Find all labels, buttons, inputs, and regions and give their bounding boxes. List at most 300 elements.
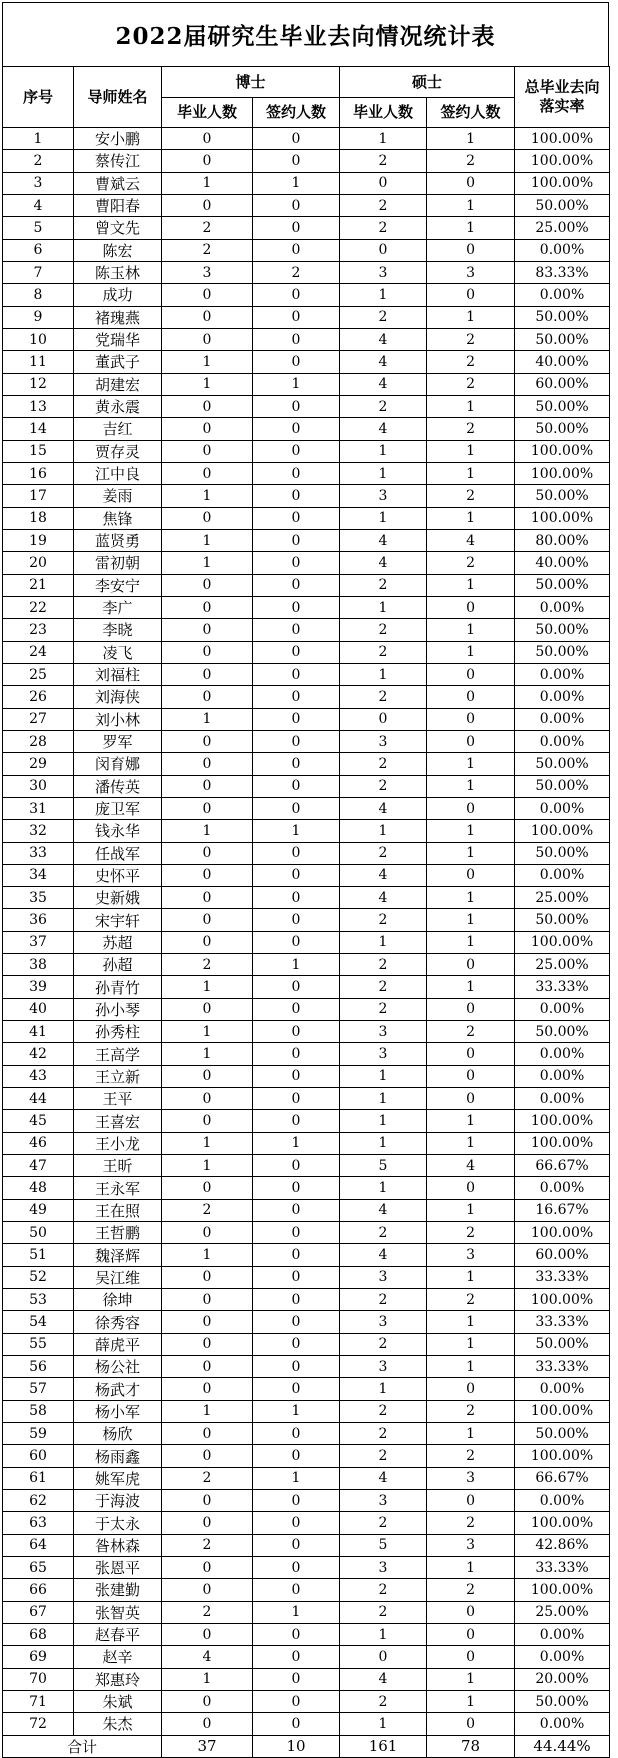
col-header-index: 序号 bbox=[3, 67, 74, 128]
cell-index: 42 bbox=[3, 1043, 74, 1065]
cell-rate: 50.00% bbox=[515, 574, 610, 596]
cell-advisor-name: 江中良 bbox=[74, 462, 162, 484]
cell-phd-signed: 0 bbox=[253, 1423, 340, 1445]
cell-ms-graduates: 3 bbox=[340, 485, 427, 507]
cell-rate: 25.00% bbox=[515, 1601, 610, 1623]
table-row bbox=[3, 1333, 610, 1355]
cell-index: 14 bbox=[3, 418, 74, 440]
cell-phd-graduates: 0 bbox=[162, 440, 253, 462]
cell-advisor-name: 苏超 bbox=[74, 931, 162, 953]
cell-rate: 33.33% bbox=[515, 976, 610, 998]
cell-rate: 100.00% bbox=[515, 1132, 610, 1154]
rate-header-line1: 总毕业去向 bbox=[524, 78, 600, 97]
cell-ms-graduates: 1 bbox=[340, 820, 427, 842]
cell-phd-signed: 0 bbox=[253, 596, 340, 618]
cell-advisor-name: 姚军虎 bbox=[74, 1467, 162, 1489]
cell-ms-graduates: 1 bbox=[340, 440, 427, 462]
cell-rate: 50.00% bbox=[515, 395, 610, 417]
cell-index: 47 bbox=[3, 1155, 74, 1177]
cell-advisor-name: 宋宇轩 bbox=[74, 909, 162, 931]
cell-ms-graduates: 1 bbox=[340, 1065, 427, 1087]
table-row bbox=[3, 1601, 610, 1623]
cell-index: 6 bbox=[3, 239, 74, 261]
cell-index: 67 bbox=[3, 1601, 74, 1623]
cell-phd-graduates: 0 bbox=[162, 1356, 253, 1378]
cell-phd-graduates: 1 bbox=[162, 485, 253, 507]
cell-index: 33 bbox=[3, 842, 74, 864]
cell-phd-graduates: 1 bbox=[162, 1043, 253, 1065]
cell-rate: 50.00% bbox=[515, 842, 610, 864]
table-row bbox=[3, 1311, 610, 1333]
cell-ms-graduates: 4 bbox=[340, 552, 427, 574]
cell-ms-graduates: 1 bbox=[340, 462, 427, 484]
cell-rate: 0.00% bbox=[515, 730, 610, 752]
cell-rate: 50.00% bbox=[515, 909, 610, 931]
cell-index: 17 bbox=[3, 485, 74, 507]
cell-ms-signed: 2 bbox=[427, 1400, 515, 1422]
cell-phd-graduates: 0 bbox=[162, 194, 253, 216]
cell-rate: 25.00% bbox=[515, 954, 610, 976]
cell-index: 49 bbox=[3, 1199, 74, 1221]
cell-advisor-name: 朱杰 bbox=[74, 1713, 162, 1735]
cell-phd-graduates: 3 bbox=[162, 261, 253, 283]
header-group-row bbox=[3, 67, 610, 98]
cell-rate: 50.00% bbox=[515, 775, 610, 797]
cell-rate: 100.00% bbox=[515, 1110, 610, 1132]
table-row bbox=[3, 775, 610, 797]
cell-phd-signed: 0 bbox=[253, 1557, 340, 1579]
cell-rate: 50.00% bbox=[515, 194, 610, 216]
cell-phd-graduates: 0 bbox=[162, 686, 253, 708]
cell-phd-signed: 0 bbox=[253, 462, 340, 484]
cell-ms-signed: 2 bbox=[427, 1445, 515, 1467]
table-row bbox=[3, 418, 610, 440]
cell-ms-graduates: 4 bbox=[340, 797, 427, 819]
cell-phd-signed: 0 bbox=[253, 998, 340, 1020]
cell-ms-signed: 0 bbox=[427, 797, 515, 819]
cell-ms-graduates: 1 bbox=[340, 1088, 427, 1110]
cell-index: 58 bbox=[3, 1400, 74, 1422]
cell-ms-signed: 3 bbox=[427, 1534, 515, 1556]
table-row bbox=[3, 1623, 610, 1645]
cell-ms-signed: 2 bbox=[427, 328, 515, 350]
cell-ms-graduates: 4 bbox=[340, 418, 427, 440]
table-row bbox=[3, 440, 610, 462]
total-phd-signed: 10 bbox=[253, 1735, 340, 1757]
col-header-phd-graduates: 毕业人数 bbox=[162, 98, 253, 128]
cell-ms-signed: 0 bbox=[427, 1065, 515, 1087]
cell-ms-graduates: 2 bbox=[340, 1222, 427, 1244]
cell-phd-signed: 0 bbox=[253, 1110, 340, 1132]
cell-phd-graduates: 0 bbox=[162, 909, 253, 931]
cell-advisor-name: 王小龙 bbox=[74, 1132, 162, 1154]
table-row bbox=[3, 1490, 610, 1512]
cell-ms-graduates: 2 bbox=[340, 753, 427, 775]
cell-rate: 40.00% bbox=[515, 351, 610, 373]
cell-rate: 66.67% bbox=[515, 1467, 610, 1489]
cell-advisor-name: 赵春平 bbox=[74, 1623, 162, 1645]
cell-ms-graduates: 2 bbox=[340, 909, 427, 931]
cell-ms-signed: 2 bbox=[427, 1579, 515, 1601]
cell-phd-signed: 0 bbox=[253, 529, 340, 551]
cell-index: 39 bbox=[3, 976, 74, 998]
cell-phd-graduates: 0 bbox=[162, 864, 253, 886]
cell-phd-graduates: 0 bbox=[162, 1088, 253, 1110]
cell-ms-graduates: 2 bbox=[340, 1579, 427, 1601]
cell-ms-graduates: 2 bbox=[340, 976, 427, 998]
cell-ms-graduates: 1 bbox=[340, 1378, 427, 1400]
cell-advisor-name: 闵育娜 bbox=[74, 753, 162, 775]
cell-phd-graduates: 0 bbox=[162, 730, 253, 752]
cell-rate: 100.00% bbox=[515, 1222, 610, 1244]
cell-index: 43 bbox=[3, 1065, 74, 1087]
cell-ms-signed: 0 bbox=[427, 596, 515, 618]
cell-rate: 100.00% bbox=[515, 1289, 610, 1311]
cell-advisor-name: 钱永华 bbox=[74, 820, 162, 842]
cell-ms-signed: 0 bbox=[427, 1177, 515, 1199]
cell-index: 19 bbox=[3, 529, 74, 551]
table-row bbox=[3, 1690, 610, 1712]
cell-index: 54 bbox=[3, 1311, 74, 1333]
cell-advisor-name: 安小鹏 bbox=[74, 128, 162, 150]
cell-rate: 50.00% bbox=[515, 1423, 610, 1445]
cell-ms-signed: 0 bbox=[427, 1713, 515, 1735]
cell-phd-graduates: 0 bbox=[162, 797, 253, 819]
table-row bbox=[3, 172, 610, 194]
table-row bbox=[3, 1423, 610, 1445]
cell-rate: 100.00% bbox=[515, 820, 610, 842]
table-row bbox=[3, 1557, 610, 1579]
cell-advisor-name: 徐秀容 bbox=[74, 1311, 162, 1333]
cell-rate: 0.00% bbox=[515, 596, 610, 618]
cell-ms-signed: 1 bbox=[427, 440, 515, 462]
cell-advisor-name: 王永军 bbox=[74, 1177, 162, 1199]
cell-rate: 100.00% bbox=[515, 931, 610, 953]
table-row bbox=[3, 328, 610, 350]
cell-advisor-name: 孙超 bbox=[74, 954, 162, 976]
cell-advisor-name: 褚瑰燕 bbox=[74, 306, 162, 328]
cell-ms-signed: 1 bbox=[427, 820, 515, 842]
cell-phd-graduates: 2 bbox=[162, 217, 253, 239]
cell-phd-signed: 0 bbox=[253, 194, 340, 216]
cell-ms-signed: 1 bbox=[427, 1132, 515, 1154]
cell-index: 32 bbox=[3, 820, 74, 842]
cell-phd-graduates: 1 bbox=[162, 1021, 253, 1043]
cell-index: 21 bbox=[3, 574, 74, 596]
cell-phd-graduates: 1 bbox=[162, 1668, 253, 1690]
cell-rate: 0.00% bbox=[515, 708, 610, 730]
cell-phd-signed: 1 bbox=[253, 954, 340, 976]
cell-advisor-name: 蓝贤勇 bbox=[74, 529, 162, 551]
cell-ms-graduates: 2 bbox=[340, 619, 427, 641]
cell-rate: 100.00% bbox=[515, 128, 610, 150]
cell-index: 3 bbox=[3, 172, 74, 194]
cell-phd-signed: 1 bbox=[253, 820, 340, 842]
cell-phd-graduates: 0 bbox=[162, 507, 253, 529]
table-row bbox=[3, 1356, 610, 1378]
cell-phd-signed: 0 bbox=[253, 1199, 340, 1221]
cell-phd-graduates: 0 bbox=[162, 641, 253, 663]
cell-rate: 0.00% bbox=[515, 864, 610, 886]
cell-ms-graduates: 3 bbox=[340, 1311, 427, 1333]
cell-ms-graduates: 4 bbox=[340, 887, 427, 909]
cell-phd-graduates: 0 bbox=[162, 1266, 253, 1288]
cell-ms-signed: 1 bbox=[427, 1668, 515, 1690]
cell-phd-signed: 0 bbox=[253, 440, 340, 462]
cell-index: 38 bbox=[3, 954, 74, 976]
cell-ms-graduates: 2 bbox=[340, 1423, 427, 1445]
cell-phd-signed: 0 bbox=[253, 730, 340, 752]
cell-phd-graduates: 2 bbox=[162, 239, 253, 261]
table-row bbox=[3, 1646, 610, 1668]
cell-phd-signed: 0 bbox=[253, 753, 340, 775]
cell-advisor-name: 李安宁 bbox=[74, 574, 162, 596]
cell-ms-graduates: 4 bbox=[340, 1199, 427, 1221]
table-row bbox=[3, 351, 610, 373]
cell-phd-graduates: 0 bbox=[162, 753, 253, 775]
cell-phd-graduates: 0 bbox=[162, 775, 253, 797]
cell-ms-signed: 1 bbox=[427, 1311, 515, 1333]
cell-index: 41 bbox=[3, 1021, 74, 1043]
cell-rate: 50.00% bbox=[515, 306, 610, 328]
cell-ms-signed: 1 bbox=[427, 128, 515, 150]
cell-ms-graduates: 3 bbox=[340, 1557, 427, 1579]
table-row bbox=[3, 1088, 610, 1110]
cell-phd-graduates: 2 bbox=[162, 1601, 253, 1623]
cell-ms-signed: 2 bbox=[427, 552, 515, 574]
cell-advisor-name: 潘传英 bbox=[74, 775, 162, 797]
cell-rate: 0.00% bbox=[515, 1065, 610, 1087]
cell-ms-graduates: 2 bbox=[340, 686, 427, 708]
cell-rate: 33.33% bbox=[515, 1266, 610, 1288]
table-row bbox=[3, 753, 610, 775]
col-header-doctor-group: 博士 bbox=[162, 67, 340, 98]
cell-rate: 60.00% bbox=[515, 1244, 610, 1266]
cell-phd-graduates: 1 bbox=[162, 1132, 253, 1154]
cell-phd-signed: 0 bbox=[253, 887, 340, 909]
cell-rate: 0.00% bbox=[515, 663, 610, 685]
total-rate: 44.44% bbox=[515, 1735, 610, 1757]
cell-phd-signed: 0 bbox=[253, 797, 340, 819]
cell-advisor-name: 王立新 bbox=[74, 1065, 162, 1087]
cell-rate: 0.00% bbox=[515, 1490, 610, 1512]
cell-rate: 50.00% bbox=[515, 619, 610, 641]
cell-phd-signed: 0 bbox=[253, 485, 340, 507]
cell-index: 15 bbox=[3, 440, 74, 462]
table-row bbox=[3, 306, 610, 328]
cell-phd-signed: 0 bbox=[253, 1043, 340, 1065]
cell-advisor-name: 昝林森 bbox=[74, 1534, 162, 1556]
cell-ms-graduates: 4 bbox=[340, 864, 427, 886]
cell-ms-signed: 1 bbox=[427, 1557, 515, 1579]
cell-phd-graduates: 2 bbox=[162, 1199, 253, 1221]
cell-rate: 25.00% bbox=[515, 887, 610, 909]
cell-ms-signed: 2 bbox=[427, 150, 515, 172]
cell-advisor-name: 凌飞 bbox=[74, 641, 162, 663]
cell-phd-graduates: 1 bbox=[162, 373, 253, 395]
cell-phd-graduates: 0 bbox=[162, 128, 253, 150]
cell-rate: 100.00% bbox=[515, 1400, 610, 1422]
cell-phd-signed: 0 bbox=[253, 507, 340, 529]
cell-ms-signed: 0 bbox=[427, 954, 515, 976]
col-header-total-rate bbox=[515, 67, 610, 128]
cell-index: 60 bbox=[3, 1445, 74, 1467]
cell-rate: 50.00% bbox=[515, 1690, 610, 1712]
cell-ms-signed: 1 bbox=[427, 619, 515, 641]
cell-phd-graduates: 0 bbox=[162, 1311, 253, 1333]
table-row bbox=[3, 395, 610, 417]
table-row bbox=[3, 1222, 610, 1244]
cell-advisor-name: 张建勤 bbox=[74, 1579, 162, 1601]
cell-phd-signed: 0 bbox=[253, 552, 340, 574]
cell-ms-graduates: 2 bbox=[340, 842, 427, 864]
cell-ms-graduates: 3 bbox=[340, 1043, 427, 1065]
cell-ms-signed: 1 bbox=[427, 306, 515, 328]
cell-index: 56 bbox=[3, 1356, 74, 1378]
cell-ms-signed: 0 bbox=[427, 1088, 515, 1110]
table-row bbox=[3, 1713, 610, 1735]
cell-phd-graduates: 2 bbox=[162, 954, 253, 976]
cell-phd-graduates: 0 bbox=[162, 1713, 253, 1735]
cell-phd-graduates: 1 bbox=[162, 1155, 253, 1177]
cell-rate: 83.33% bbox=[515, 261, 610, 283]
cell-index: 9 bbox=[3, 306, 74, 328]
table-row bbox=[3, 686, 610, 708]
table-row bbox=[3, 797, 610, 819]
table-header bbox=[3, 67, 610, 128]
cell-ms-graduates: 3 bbox=[340, 1021, 427, 1043]
cell-index: 24 bbox=[3, 641, 74, 663]
cell-index: 40 bbox=[3, 998, 74, 1020]
cell-ms-graduates: 3 bbox=[340, 1490, 427, 1512]
cell-index: 48 bbox=[3, 1177, 74, 1199]
cell-index: 37 bbox=[3, 931, 74, 953]
cell-ms-signed: 1 bbox=[427, 395, 515, 417]
cell-advisor-name: 陈玉林 bbox=[74, 261, 162, 283]
cell-ms-signed: 0 bbox=[427, 708, 515, 730]
cell-advisor-name: 赵辛 bbox=[74, 1646, 162, 1668]
cell-phd-graduates: 1 bbox=[162, 172, 253, 194]
cell-ms-signed: 1 bbox=[427, 507, 515, 529]
cell-phd-graduates: 4 bbox=[162, 1646, 253, 1668]
cell-index: 11 bbox=[3, 351, 74, 373]
cell-phd-graduates: 2 bbox=[162, 1467, 253, 1489]
total-phd-graduates: 37 bbox=[162, 1735, 253, 1757]
cell-advisor-name: 胡建宏 bbox=[74, 373, 162, 395]
cell-ms-signed: 2 bbox=[427, 351, 515, 373]
col-header-ms-graduates: 毕业人数 bbox=[340, 98, 427, 128]
cell-ms-signed: 0 bbox=[427, 686, 515, 708]
cell-phd-signed: 0 bbox=[253, 1445, 340, 1467]
cell-index: 53 bbox=[3, 1289, 74, 1311]
table-row bbox=[3, 194, 610, 216]
cell-phd-graduates: 0 bbox=[162, 284, 253, 306]
cell-ms-signed: 1 bbox=[427, 194, 515, 216]
table-row bbox=[3, 261, 610, 283]
cell-phd-signed: 0 bbox=[253, 619, 340, 641]
table-row bbox=[3, 730, 610, 752]
cell-rate: 33.33% bbox=[515, 1311, 610, 1333]
table-row bbox=[3, 373, 610, 395]
cell-advisor-name: 朱斌 bbox=[74, 1690, 162, 1712]
cell-ms-signed: 1 bbox=[427, 1423, 515, 1445]
cell-rate: 0.00% bbox=[515, 1378, 610, 1400]
cell-rate: 20.00% bbox=[515, 1668, 610, 1690]
cell-rate: 50.00% bbox=[515, 485, 610, 507]
cell-phd-signed: 0 bbox=[253, 418, 340, 440]
cell-advisor-name: 王平 bbox=[74, 1088, 162, 1110]
table-row bbox=[3, 1378, 610, 1400]
cell-ms-graduates: 3 bbox=[340, 1266, 427, 1288]
cell-phd-graduates: 2 bbox=[162, 1534, 253, 1556]
cell-rate: 100.00% bbox=[515, 172, 610, 194]
cell-index: 30 bbox=[3, 775, 74, 797]
cell-ms-signed: 1 bbox=[427, 931, 515, 953]
cell-ms-graduates: 1 bbox=[340, 596, 427, 618]
cell-phd-graduates: 0 bbox=[162, 1065, 253, 1087]
cell-advisor-name: 刘海侠 bbox=[74, 686, 162, 708]
cell-ms-signed: 0 bbox=[427, 1601, 515, 1623]
cell-phd-signed: 2 bbox=[253, 261, 340, 283]
cell-ms-signed: 2 bbox=[427, 1222, 515, 1244]
cell-phd-graduates: 0 bbox=[162, 1289, 253, 1311]
cell-index: 69 bbox=[3, 1646, 74, 1668]
cell-phd-signed: 0 bbox=[253, 1623, 340, 1645]
cell-rate: 0.00% bbox=[515, 686, 610, 708]
cell-ms-signed: 1 bbox=[427, 842, 515, 864]
cell-advisor-name: 吉红 bbox=[74, 418, 162, 440]
cell-advisor-name: 王喜宏 bbox=[74, 1110, 162, 1132]
cell-phd-signed: 0 bbox=[253, 976, 340, 998]
cell-advisor-name: 李广 bbox=[74, 596, 162, 618]
table-row bbox=[3, 1155, 610, 1177]
cell-phd-graduates: 0 bbox=[162, 1490, 253, 1512]
cell-advisor-name: 黄永震 bbox=[74, 395, 162, 417]
col-header-advisor-name: 导师姓名 bbox=[74, 67, 162, 128]
cell-ms-graduates: 2 bbox=[340, 775, 427, 797]
cell-ms-graduates: 4 bbox=[340, 1668, 427, 1690]
table-row bbox=[3, 128, 610, 150]
cell-phd-signed: 0 bbox=[253, 1512, 340, 1534]
cell-ms-graduates: 1 bbox=[340, 1132, 427, 1154]
cell-advisor-name: 庞卫军 bbox=[74, 797, 162, 819]
cell-index: 22 bbox=[3, 596, 74, 618]
cell-index: 20 bbox=[3, 552, 74, 574]
cell-index: 26 bbox=[3, 686, 74, 708]
table-row bbox=[3, 820, 610, 842]
cell-phd-signed: 0 bbox=[253, 663, 340, 685]
cell-ms-graduates: 2 bbox=[340, 306, 427, 328]
cell-phd-graduates: 0 bbox=[162, 619, 253, 641]
cell-advisor-name: 陈宏 bbox=[74, 239, 162, 261]
cell-rate: 100.00% bbox=[515, 462, 610, 484]
cell-advisor-name: 贾存灵 bbox=[74, 440, 162, 462]
cell-advisor-name: 于太永 bbox=[74, 1512, 162, 1534]
cell-rate: 33.33% bbox=[515, 1356, 610, 1378]
cell-index: 25 bbox=[3, 663, 74, 685]
cell-index: 36 bbox=[3, 909, 74, 931]
cell-index: 35 bbox=[3, 887, 74, 909]
cell-phd-signed: 0 bbox=[253, 1065, 340, 1087]
cell-ms-graduates: 4 bbox=[340, 1467, 427, 1489]
cell-phd-graduates: 0 bbox=[162, 328, 253, 350]
cell-advisor-name: 王高学 bbox=[74, 1043, 162, 1065]
cell-phd-graduates: 0 bbox=[162, 887, 253, 909]
cell-phd-graduates: 0 bbox=[162, 998, 253, 1020]
cell-phd-signed: 0 bbox=[253, 328, 340, 350]
cell-rate: 0.00% bbox=[515, 239, 610, 261]
cell-advisor-name: 孙小琴 bbox=[74, 998, 162, 1020]
